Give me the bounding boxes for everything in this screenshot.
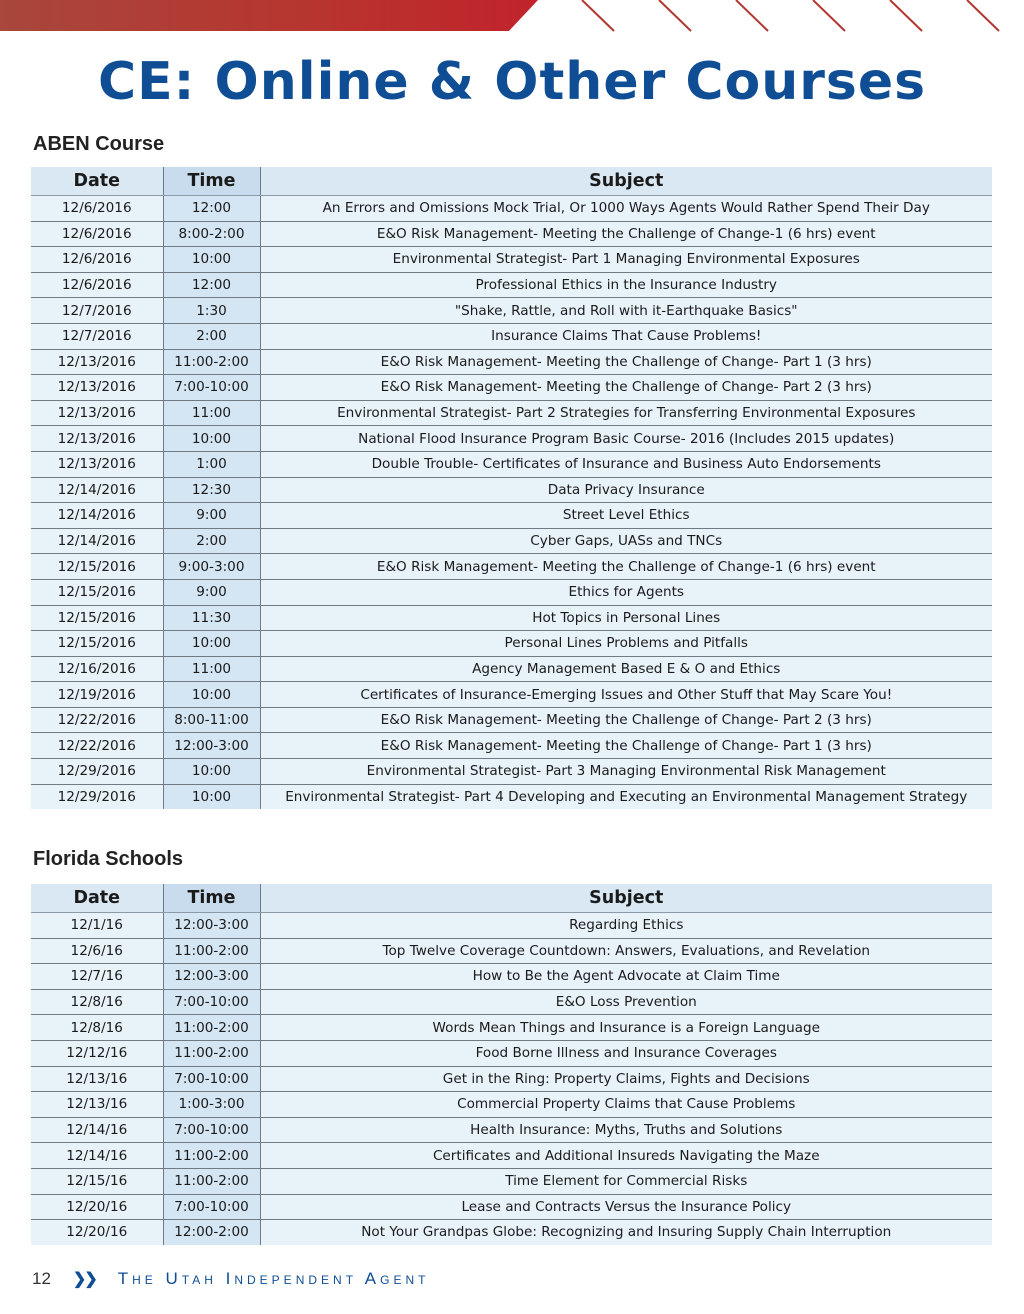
- time-cell: 11:00-2:00: [163, 1143, 260, 1169]
- date-cell: 12/22/2016: [31, 707, 163, 733]
- date-cell: 12/13/16: [31, 1092, 163, 1118]
- date-cell: 12/6/16: [31, 938, 163, 964]
- publication-name: The Utah Independent Agent: [117, 1269, 430, 1288]
- time-cell: 12:00: [163, 196, 260, 222]
- time-cell: 9:00-3:00: [163, 554, 260, 580]
- table-row: [31, 631, 992, 657]
- table-row: [31, 477, 992, 503]
- subject-cell: Get in the Ring: Property Claims, Fights and Decisions: [260, 1066, 992, 1092]
- time-cell: 9:00: [163, 579, 260, 605]
- subject-cell: E&O Risk Management- Meeting the Challenge of Change- Part 1 (3 hrs): [260, 733, 992, 759]
- subject-cell: Double Trouble- Certificates of Insurance and Business Auto Endorsements: [260, 451, 992, 477]
- date-cell: 12/14/2016: [31, 528, 163, 554]
- date-cell: 12/16/2016: [31, 656, 163, 682]
- subject-cell: Food Borne Illness and Insurance Coverages: [260, 1040, 992, 1066]
- table-row: [31, 605, 992, 631]
- table-row: [31, 964, 992, 990]
- table-row: [31, 1092, 992, 1118]
- subject-cell: Not Your Grandpas Globe: Recognizing and Insuring Supply Chain Interruption: [260, 1220, 992, 1245]
- table-row: [31, 323, 992, 349]
- time-cell: 8:00-11:00: [163, 707, 260, 733]
- column-header-time: Time: [163, 167, 260, 196]
- time-cell: 11:00-2:00: [163, 1040, 260, 1066]
- table-row: [31, 1040, 992, 1066]
- date-cell: 12/6/2016: [31, 196, 163, 222]
- subject-cell: Agency Management Based E & O and Ethics: [260, 656, 992, 682]
- date-cell: 12/15/2016: [31, 579, 163, 605]
- time-cell: 9:00: [163, 503, 260, 529]
- date-cell: 12/1/16: [31, 913, 163, 939]
- date-cell: 12/29/2016: [31, 784, 163, 809]
- subject-cell: Street Level Ethics: [260, 503, 992, 529]
- subject-cell: Regarding Ethics: [260, 913, 992, 939]
- date-cell: 12/7/2016: [31, 323, 163, 349]
- subject-cell: Cyber Gaps, UASs and TNCs: [260, 528, 992, 554]
- subject-cell: An Errors and Omissions Mock Trial, Or 1000 Ways Agents Would Rather Spend Their Day: [260, 196, 992, 222]
- double-chevron-right-icon: ❯❯: [72, 1271, 96, 1288]
- date-cell: 12/8/16: [31, 989, 163, 1015]
- column-header-time: Time: [163, 884, 260, 913]
- time-cell: 7:00-10:00: [163, 989, 260, 1015]
- date-cell: 12/13/2016: [31, 426, 163, 452]
- subject-cell: Hot Topics in Personal Lines: [260, 605, 992, 631]
- table-row: [31, 656, 992, 682]
- column-header-subject: Subject: [260, 884, 992, 913]
- time-cell: 2:00: [163, 323, 260, 349]
- time-cell: 12:00-2:00: [163, 1220, 260, 1245]
- table-row: [31, 784, 992, 809]
- table-row: [31, 579, 992, 605]
- table-row: [31, 1117, 992, 1143]
- column-header-date: Date: [31, 167, 163, 196]
- time-cell: 10:00: [163, 426, 260, 452]
- time-cell: 10:00: [163, 631, 260, 657]
- time-cell: 7:00-10:00: [163, 1066, 260, 1092]
- date-cell: 12/7/16: [31, 964, 163, 990]
- time-cell: 1:00-3:00: [163, 1092, 260, 1118]
- table-row: [31, 1066, 992, 1092]
- time-cell: 12:00: [163, 272, 260, 298]
- subject-cell: E&O Loss Prevention: [260, 989, 992, 1015]
- time-cell: 7:00-10:00: [163, 375, 260, 401]
- subject-cell: Health Insurance: Myths, Truths and Solutions: [260, 1117, 992, 1143]
- column-header-subject: Subject: [260, 167, 992, 196]
- table-row: [31, 733, 992, 759]
- table-row: [31, 1194, 992, 1220]
- date-cell: 12/13/2016: [31, 349, 163, 375]
- time-cell: 12:00-3:00: [163, 733, 260, 759]
- subject-cell: Words Mean Things and Insurance is a Foreign Language: [260, 1015, 992, 1041]
- subject-cell: How to Be the Agent Advocate at Claim Time: [260, 964, 992, 990]
- subject-cell: Ethics for Agents: [260, 579, 992, 605]
- subject-cell: Certificates and Additional Insureds Navigating the Maze: [260, 1143, 992, 1169]
- time-cell: 7:00-10:00: [163, 1117, 260, 1143]
- date-cell: 12/8/16: [31, 1015, 163, 1041]
- time-cell: 12:00-3:00: [163, 964, 260, 990]
- date-cell: 12/13/2016: [31, 375, 163, 401]
- subject-cell: Environmental Strategist- Part 4 Developing and Executing an Environmental Management Strategy: [260, 784, 992, 809]
- table-row: [31, 451, 992, 477]
- column-header-date: Date: [31, 884, 163, 913]
- table-row: [31, 682, 992, 708]
- time-cell: 1:00: [163, 451, 260, 477]
- table-header-row: [31, 167, 992, 196]
- subject-cell: Time Element for Commercial Risks: [260, 1168, 992, 1194]
- table-row: [31, 913, 992, 939]
- subject-cell: National Flood Insurance Program Basic Course- 2016 (Includes 2015 updates): [260, 426, 992, 452]
- date-cell: 12/14/16: [31, 1117, 163, 1143]
- time-cell: 8:00-2:00: [163, 221, 260, 247]
- date-cell: 12/6/2016: [31, 247, 163, 273]
- time-cell: 12:00-3:00: [163, 913, 260, 939]
- table-row: [31, 426, 992, 452]
- subject-cell: Certificates of Insurance-Emerging Issues and Other Stuff that May Scare You!: [260, 682, 992, 708]
- table-row: [31, 247, 992, 273]
- table-row: [31, 759, 992, 785]
- page-footer: [32, 1268, 429, 1290]
- aben-course-table: [31, 167, 992, 809]
- subject-cell: Environmental Strategist- Part 1 Managing Environmental Exposures: [260, 247, 992, 273]
- date-cell: 12/13/2016: [31, 451, 163, 477]
- table-row: [31, 503, 992, 529]
- page-number: 12: [32, 1269, 51, 1288]
- table-row: [31, 1015, 992, 1041]
- florida-section-title: Florida Schools: [33, 848, 184, 870]
- time-cell: 10:00: [163, 247, 260, 273]
- subject-cell: Environmental Strategist- Part 3 Managing Environmental Risk Management: [260, 759, 992, 785]
- page-title: CE: Online & Other Courses: [97, 52, 927, 112]
- date-cell: 12/14/16: [31, 1143, 163, 1169]
- date-cell: 12/13/2016: [31, 400, 163, 426]
- time-cell: 1:30: [163, 298, 260, 324]
- time-cell: 11:00-2:00: [163, 349, 260, 375]
- table-row: [31, 196, 992, 222]
- subject-cell: Top Twelve Coverage Countdown: Answers, Evaluations, and Revelation: [260, 938, 992, 964]
- subject-cell: Insurance Claims That Cause Problems!: [260, 323, 992, 349]
- table-row: [31, 298, 992, 324]
- table-row: [31, 528, 992, 554]
- table-row: [31, 349, 992, 375]
- header-red-bar: [0, 0, 538, 31]
- table-row: [31, 938, 992, 964]
- time-cell: 11:00-2:00: [163, 938, 260, 964]
- time-cell: 10:00: [163, 784, 260, 809]
- subject-cell: "Shake, Rattle, and Roll with it-Earthquake Basics": [260, 298, 992, 324]
- date-cell: 12/14/2016: [31, 477, 163, 503]
- date-cell: 12/6/2016: [31, 221, 163, 247]
- subject-cell: Commercial Property Claims that Cause Problems: [260, 1092, 992, 1118]
- time-cell: 10:00: [163, 759, 260, 785]
- table-header-row: [31, 884, 992, 913]
- time-cell: 12:30: [163, 477, 260, 503]
- florida-schools-table: [31, 884, 992, 1245]
- time-cell: 11:00: [163, 400, 260, 426]
- decorative-slashes: [570, 0, 1010, 34]
- table-row: [31, 989, 992, 1015]
- subject-cell: Data Privacy Insurance: [260, 477, 992, 503]
- time-cell: 2:00: [163, 528, 260, 554]
- time-cell: 11:00: [163, 656, 260, 682]
- table-row: [31, 272, 992, 298]
- date-cell: 12/20/16: [31, 1220, 163, 1245]
- date-cell: 12/15/2016: [31, 605, 163, 631]
- date-cell: 12/12/16: [31, 1040, 163, 1066]
- table-row: [31, 1220, 992, 1245]
- date-cell: 12/19/2016: [31, 682, 163, 708]
- subject-cell: Professional Ethics in the Insurance Industry: [260, 272, 992, 298]
- subject-cell: Environmental Strategist- Part 2 Strategies for Transferring Environmental Exposures: [260, 400, 992, 426]
- table-row: [31, 707, 992, 733]
- table-row: [31, 1168, 992, 1194]
- date-cell: 12/20/16: [31, 1194, 163, 1220]
- date-cell: 12/15/16: [31, 1168, 163, 1194]
- time-cell: 11:00-2:00: [163, 1015, 260, 1041]
- time-cell: 7:00-10:00: [163, 1194, 260, 1220]
- table-row: [31, 554, 992, 580]
- subject-cell: E&O Risk Management- Meeting the Challenge of Change- Part 2 (3 hrs): [260, 707, 992, 733]
- date-cell: 12/6/2016: [31, 272, 163, 298]
- subject-cell: E&O Risk Management- Meeting the Challenge of Change- Part 2 (3 hrs): [260, 375, 992, 401]
- date-cell: 12/13/16: [31, 1066, 163, 1092]
- time-cell: 11:30: [163, 605, 260, 631]
- table-row: [31, 400, 992, 426]
- table-row: [31, 1143, 992, 1169]
- aben-table-body: [31, 196, 992, 810]
- date-cell: 12/14/2016: [31, 503, 163, 529]
- date-cell: 12/22/2016: [31, 733, 163, 759]
- date-cell: 12/15/2016: [31, 554, 163, 580]
- florida-table-body: [31, 913, 992, 1245]
- date-cell: 12/7/2016: [31, 298, 163, 324]
- subject-cell: E&O Risk Management- Meeting the Challenge of Change- Part 1 (3 hrs): [260, 349, 992, 375]
- table-row: [31, 221, 992, 247]
- date-cell: 12/15/2016: [31, 631, 163, 657]
- date-cell: 12/29/2016: [31, 759, 163, 785]
- aben-section-title: ABEN Course: [33, 133, 165, 155]
- subject-cell: Personal Lines Problems and Pitfalls: [260, 631, 992, 657]
- subject-cell: E&O Risk Management- Meeting the Challenge of Change-1 (6 hrs) event: [260, 221, 992, 247]
- table-row: [31, 375, 992, 401]
- subject-cell: Lease and Contracts Versus the Insurance Policy: [260, 1194, 992, 1220]
- time-cell: 11:00-2:00: [163, 1168, 260, 1194]
- time-cell: 10:00: [163, 682, 260, 708]
- subject-cell: E&O Risk Management- Meeting the Challenge of Change-1 (6 hrs) event: [260, 554, 992, 580]
